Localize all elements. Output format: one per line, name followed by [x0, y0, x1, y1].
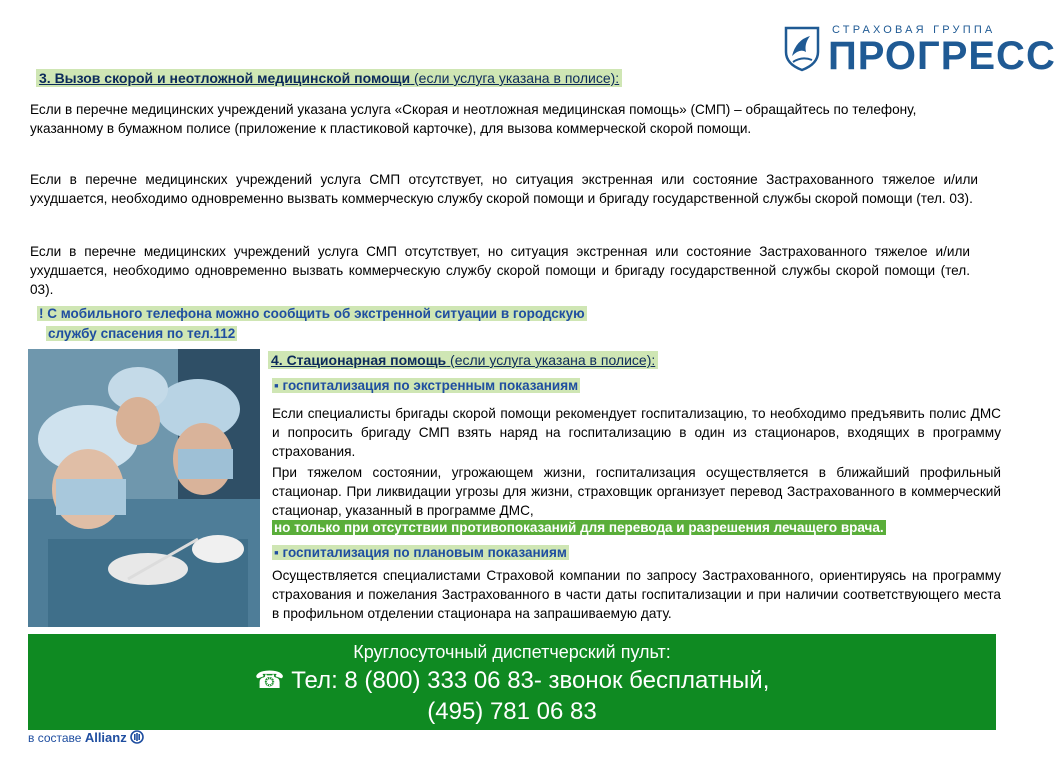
dispatch-title: Круглосуточный диспетчерский пульт:	[353, 642, 671, 662]
section3-paragraph-1: Если в перечне медицинских учреждений указана услуга «Скорая и неотложная медицинская помощь» (СМП) – обращайтесь по телефону, указанному в бумажном полисе (приложение к пластиковой карточке), для вызова коммерческой скорой помощи.	[30, 102, 917, 136]
section3-header	[36, 70, 622, 86]
dispatch-phone-line	[28, 666, 996, 695]
section3-paragraph-3: Если в перечне медицинских учреждений услуга СМП отсутствует, но ситуация экстренная или состояние Застрахованного тяжелое и/или ухудшается, необходимо одновременно вызвать коммерческую службу скорой помощи и бригаду государственной службы скорой помощи (тел. 03).	[30, 244, 970, 297]
surgeons-illustration	[28, 349, 260, 627]
section3-title-note: (если услуга указана в полисе):	[414, 70, 620, 86]
company-logo	[784, 24, 1056, 78]
allianz-brand: Allianz	[84, 730, 127, 745]
section4-header	[268, 352, 658, 368]
section4-paragraph-1: Если специалисты бригады скорой помощи рекомендует госпитализацию, то необходимо предъявить полис ДМС и попросить бригаду СМП взять наряд на госпитализацию в один из стационаров, входящих в программу страхования.	[272, 406, 1001, 459]
allianz-footer	[28, 730, 144, 745]
phone-icon: ☎	[254, 667, 285, 694]
allianz-logo-icon	[130, 730, 144, 744]
section4-paragraph-3: Осуществляется специалистами Страховой компании по запросу Застрахованного, ориентируясь на программу страхования и пожелания Застрахованного в части даты госпитализации и при наличии соответствующего места в профильном отделении стационара на запрашиваемую дату.	[272, 568, 1001, 621]
section4-paragraph-2	[272, 463, 1001, 520]
section3-title: 3. Вызов скорой и неотложной медицинской помощи	[39, 70, 411, 86]
bullet-emergency-hospitalization: ▪ госпитализация по экстренным показаниям	[274, 378, 579, 393]
mobile-emergency-line-1: ! С мобильного телефона можно сообщить об экстренной ситуации в городскую	[39, 306, 585, 321]
dispatch-contact-box	[28, 634, 996, 730]
bullet-planned-hospitalization: ▪ госпитализация по плановым показаниям	[274, 545, 567, 560]
dispatch-phone-free: Тел: 8 (800) 333 06 83- звонок бесплатный,	[291, 667, 770, 694]
section3-paragraph-2: Если в перечне медицинских учреждений услуга СМП отсутствует, но ситуация экстренная или состояние Застрахованного тяжелое и/или ухудшается, необходимо одновременно вызвать коммерческую службу скорой помощи и бригаду государственной службы скорой помощи (тел. 03).	[30, 172, 978, 206]
section4-title: 4. Стационарная помощь	[271, 352, 447, 368]
mobile-emergency-line-2: службу спасения по тел.112	[48, 326, 236, 341]
allianz-prefix: в составе	[28, 731, 82, 745]
section4-title-note: (если услуга указана в полисе):	[450, 352, 656, 368]
section4-highlight: но только при отсутствии противопоказаний для перевода и разрешения лечащего врача.	[274, 520, 884, 535]
section4-paragraph-2-text: При тяжелом состоянии, угрожающем жизни, госпитализация осуществляется в ближайший профильный стационар. При ликвидации угрозы для жизни, страховщик организует перевод Застрахованного в коммерческий стационар, указанный в программе ДМС,	[272, 465, 1001, 518]
dispatch-phone-moscow: (495) 781 06 83	[427, 698, 597, 725]
logo-name: ПРОГРЕСС	[828, 34, 1056, 78]
surgeons-photo	[28, 349, 260, 627]
shield-emblem-icon	[784, 26, 820, 72]
logo-subtitle: СТРАХОВАЯ ГРУППА	[832, 24, 996, 36]
